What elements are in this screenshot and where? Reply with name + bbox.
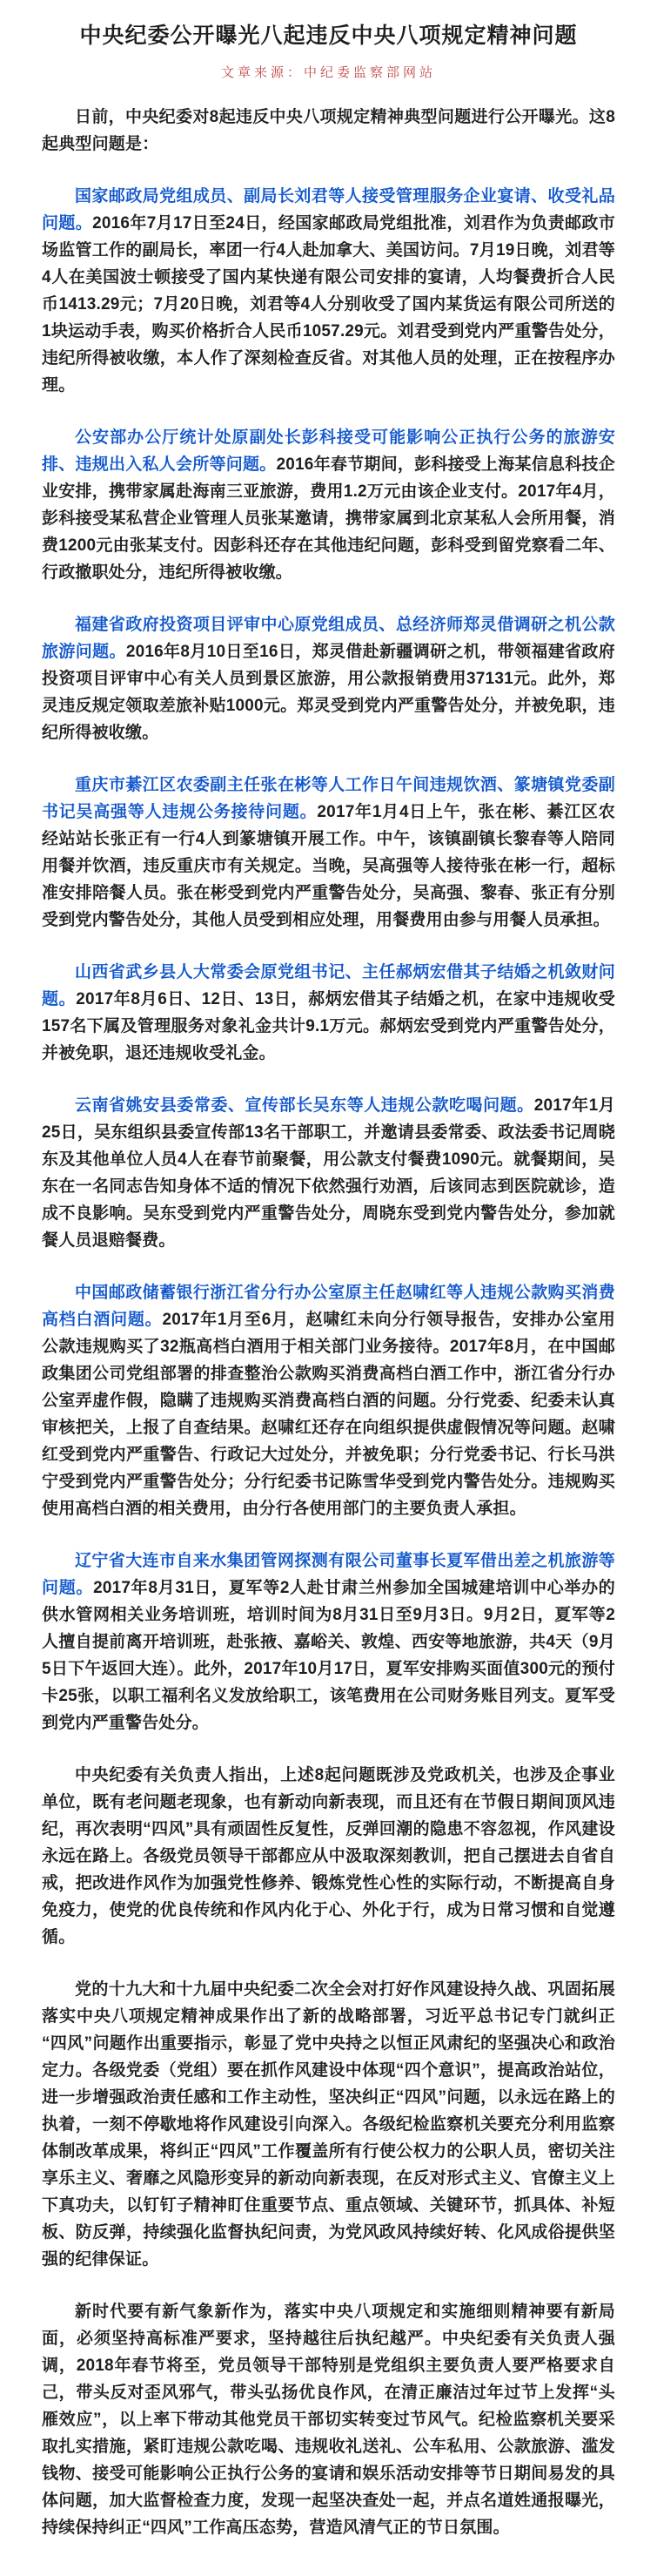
case-paragraph-5 (42, 959, 615, 1067)
case-heading: 山西省武乡县人大常委会原党组书记、主任郝炳宏借其子结婚之机敛财问题。 (42, 963, 615, 1008)
closing-paragraph-1: 中央纪委有关负责人指出，上述8起问题既涉及党政机关，也涉及企事业单位，既有老问题老现象，也有新动向新表现，而且还有在节假日期间顶风违纪，再次表明“四风”具有顽固性反复性，反弹回潮的隐患不容忽视，作风建设永远在路上。各级党员领导干部都应从中汲取深刻教训，把自己摆进去自省自戒，把改进作风作为加强党性修养、锻炼党性心性的实际行动，不断提高自身免疫力，使党的优良传统和作风内化于心、外化于行，成为日常习惯和自觉遵循。 (42, 1766, 615, 1946)
case-body: 2017年1月25日，吴东组织县委宣传部13名干部职工，并邀请县委常委、政法委书记周晓东及其他单位人员4人在春节前聚餐，用公款支付餐费1090元。就餐期间，吴东在一名同志告知身体不适的情况下依然强行劝酒，后该同志到医院就诊，造成不良影响。吴东受到党内严重警告处分，周晓东受到党内警告处分，参加就餐人员退赔餐费。 (42, 1096, 615, 1250)
case-body: 2016年8月10日至16日，郑灵借赴新疆调研之机，带领福建省政府投资项目评审中心有关人员到景区旅游，用公款报销费用37131元。此外，郑灵违反规定领取差旅补贴1000元。郑灵受到党内严重警告处分，并被免职，违纪所得被收缴。 (42, 643, 615, 742)
case-heading: 辽宁省大连市自来水集团管网探测有限公司董事长夏军借出差之机旅游等问题。 (42, 1552, 615, 1597)
case-paragraph-6 (42, 1092, 615, 1254)
closing-paragraph-2: 党的十九大和十九届中央纪委二次全会对打好作风建设持久战、巩固拓展落实中央八项规定精神成果作出了新的战略部署，习近平总书记专门就纠正“四风”问题作出重要指示，彰显了党中央持之以恒正风肃纪的坚强决心和政治定力。各级党委（党组）要在抓作风建设中体现“四个意识”，提高政治站位，进一步增强政治责任感和工作主动性，坚决纠正“四风”问题，以永远在路上的执着，一刻不停歇地将作风建设引向深入。各级纪检监察机关要充分利用监察体制改革成果，将纠正“四风”工作覆盖所有行使公权力的公职人员，密切关注享乐主义、奢靡之风隐形变异的新动向新表现，在反对形式主义、官僚主义上下真功夫，以钉钉子精神盯住重要节点、重点领域、关键环节，抓具体、补短板、防反弹，持续强化监督执纪问责，为党风政风持续好转、化风成俗提供坚强的纪律保证。 (42, 1980, 615, 2269)
case-body: 2016年7月17日至24日，经国家邮政局党组批准，刘君作为负责邮政市场监管工作的副局长，率团一行4人赴加拿大、美国访问。7月19日晚，刘君等4人在美国波士顿接受了国内某快递有限公司安排的宴请，人均餐费折合人民币1413.29元；7月20日晚，刘君等4人分别收受了国内某货运有限公司所送的1块运动手表，购买价格折合人民币1057.29元。刘君受到党内严重警告处分，违纪所得被收缴，本人作了深刻检查反省。对其他人员的处理，正在按程序办理。 (42, 214, 615, 394)
closing-paragraph-3: 新时代要有新气象新作为，落实中央八项规定和实施细则精神要有新局面，必须坚持高标准严要求，坚持越往后执纪越严。中央纪委有关负责人强调，2018年春节将至，党员领导干部特别是党组织主要负责人要严格要求自己，带头反对歪风邪气，带头弘扬优良作风，在清正廉洁过年过节上发挥“头雁效应”，以上率下带动其他党员干部切实转变过节风气。纪检监察机关要采取扎实措施，紧盯违规公款吃喝、违规收礼送礼、公车私用、公款旅游、滥发钱物、接受可能影响公正执行公务的宴请和娱乐活动安排等节日期间易发的具体问题，加大监督检查力度，发现一起坚决查处一起，并点名道姓通报曝光，持续保持纠正“四风”工作高压态势，营造风清气正的节日氛围。 (42, 2303, 615, 2537)
case-body: 2017年1月4日上午，张在彬、綦江区农经站站长张正有一行4人到篆塘镇开展工作。中午，该镇副镇长黎春等人陪同用餐并饮酒，违反重庆市有关规定。当晚，吴高强等人接待张在彬一行，超标准安排陪餐人员。张在彬受到党内严重警告处分，吴高强、黎春、张正有分别受到党内警告处分，其他人员受到相应处理，用餐费用由参与用餐人员承担。 (42, 803, 616, 929)
case-heading: 中国邮政储蓄银行浙江省分行办公室原主任赵啸红等人违规公款购买消费高档白酒问题。 (42, 1284, 615, 1329)
case-paragraph-3 (42, 611, 615, 746)
case-heading: 公安部办公厅统计处原副处长彭科接受可能影响公正执行公务的旅游安排、违规出入私人会所等问题。 (42, 428, 615, 474)
case-body: 2017年8月31日，夏军等2人赴甘肃兰州参加全国城建培训中心举办的供水管网相关业务培训班，培训时间为8月31日至9月3日。9月2日，夏军等2人擅自提前离开培训班，赴张掖、嘉峪关、敦煌、西安等地旅游，共4天（9月5日下午返回大连）。此外，2017年10月17日，夏军安排购买面值300元的预付卡25张，以职工福利名义发放给职工，该笔费用在公司财务账目列支。夏军受到党内严重警告处分。 (42, 1579, 615, 1732)
case-paragraph-7 (42, 1279, 615, 1522)
case-paragraph-1 (42, 183, 615, 399)
case-body: 2016年春节期间，彭科接受上海某信息科技企业安排，携带家属赴海南三亚旅游，费用1.2万元由该企业支付。2017年4月，彭科接受某私营企业管理人员张某邀请，携带家属到北京某私人会所用餐，消费1200元由张某支付。因彭科还存在其他违纪问题，彭科受到留党察看二年、行政撤职处分，违纪所得被收缴。 (42, 455, 615, 582)
case-body: 2017年1月至6月，赵啸红未向分行领导报告，安排办公室用公款违规购买了32瓶高档白酒用于相关部门业务接待。2017年8月，在中国邮政集团公司党组部署的排查整治公款购买消费高档白酒工作中，浙江省分行办公室弄虚作假，隐瞒了违规购买消费高档白酒的问题。分行党委、纪委未认真审核把关，上报了自查结果。赵啸红还存在向组织提供虚假情况等问题。赵啸红受到党内严重警告、行政记大过处分，并被免职；分行党委书记、行长马洪宁受到党内严重警告处分；分行纪委书记陈雪华受到党内警告处分。违规购买使用高档白酒的相关费用，由分行各使用部门的主要负责人承担。 (42, 1311, 616, 1518)
case-heading: 云南省姚安县委常委、宣传部长吴东等人违规公款吃喝问题。 (75, 1096, 534, 1115)
case-paragraph-4 (42, 772, 615, 934)
intro-paragraph: 日前，中央纪委对8起违反中央八项规定精神典型问题进行公开曝光。这8起典型问题是： (42, 108, 615, 153)
case-body: 2017年8月6日、12日、13日，郝炳宏借其子结婚之机，在家中违规收受157名下属及管理服务对象礼金共计9.1万元。郝炳宏受到党内严重警告处分，并被免职，退还违规收受礼金。 (42, 990, 615, 1062)
case-paragraph-8 (42, 1548, 615, 1736)
case-heading: 国家邮政局党组成员、副局长刘君等人接受管理服务企业宴请、收受礼品问题。 (42, 187, 615, 233)
case-paragraph-2 (42, 424, 615, 586)
case-heading: 福建省政府投资项目评审中心原党组成员、总经济师郑灵借调研之机公款旅游问题。 (42, 616, 615, 661)
page-title: 中央纪委公开曝光八起违反中央八项规定精神问题 (79, 24, 578, 48)
source-line: 文章来源：中纪委监察部网站 (220, 66, 436, 80)
case-heading: 重庆市綦江区农委副主任张在彬等人工作日午间违规饮酒、篆塘镇党委副书记吴高强等人违规公务接待问题。 (42, 776, 615, 821)
